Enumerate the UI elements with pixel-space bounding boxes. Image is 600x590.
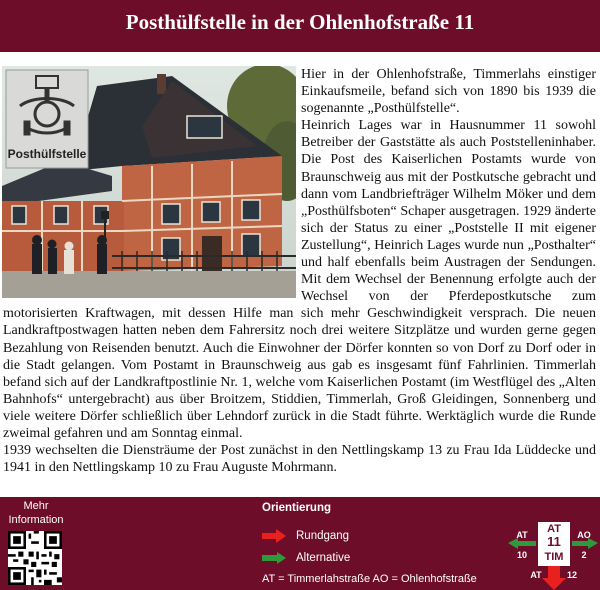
abbreviation-note: AT = Timmerlahstraße AO = Ohlenhofstraße [262,573,477,585]
compass-left-label: AT [516,530,528,540]
compass-bottom-label: AT [530,570,542,580]
compass-down-arrow-icon [542,566,566,590]
paragraph-intro: Hier in der Ohlenhofstraße, Timmerlahs einstiger Einkaufsmeile, befand sich von 1890 bis 1939 die sogenannte „Posthülfstelle“. [301,67,596,117]
page-header [0,0,600,52]
paragraph-relocation: 1939 wechselten die Diensträume der Post zunächst in den Nettlingskamp 13 zu Frau Ida Lüddecke und 1941 in den Nettlingskamp 10 zu Frau Auguste Mohrmann. [3,443,596,476]
compass-right-number: 2 [581,550,587,560]
article-body [3,66,596,476]
orientation-title: Orientierung [262,502,332,514]
compass-left-number: 10 [516,550,528,560]
qr-code-icon[interactable] [8,531,62,585]
more-information[interactable]: Mehr Information [8,500,64,526]
post-sign-label: Posthülfstelle [7,147,87,161]
legend-main-route: Rundgang [262,529,349,543]
legend-alternative-route: Alternative [262,552,350,564]
compass-right-label: AO [577,530,591,540]
compass-bottom-number: 12 [566,570,578,580]
paragraph-history: Heinrich Lages war in Hausnummer 11 sowohl Betreiber der Gaststätte als auch Poststelleninhaber. Die Post des Kaiserlichen Postamts wurde von Braunschweig aus mit der Postkutsche gebracht und dann vom Landbriefträger Wilhelm Möker und dem „Posthülfsboten“ Schaper ausgetragen. 1929 änderte sich der Status zu einer „Poststelle II mit eigener Zustellung“, Heinrich Lages wurde nun „Posthalter“ und half ebenfalls beim Austragen der Sendungen. Mit dem Wechsel der Benennung erfolgte auch der Wechsel von der Pferdepostkutsche zum motorisierten Kraftwagen, mit dessen Hilfe man sich mehr Geschwindigkeit versprach. Die neuen Landkraftpostwagen hatten neben dem Fahrersitz noch drei weitere Sitzplätze und wurden gerne gegen Bezahlung von Reisenden benutzt. Auch die Einwohner der Dörfer konnten so von Dorf zu Dorf oder in die Stadt gelangen. Vom Postamt in Braunschweig aus gab es insgesamt fünf Fahrlinien. Timmerlah befand sich auf der Landkraftpostlinie Nr. 1, welche vom Kaiserlichen Postamt (im Westflügel des „Alten Bahnhofs“ untergebracht) aus über Broitzem, Stiddien, Timmerlah, Groß Gleidingen, Sonnenberg und viele weitere Dörfer schließlich über Lehndorf zurück in die Stadt führte. Werktäglich wurde die Runde zweimal gefahren und am Sonntag einmal. [3,118,596,441]
compass-station-number: 11 [547,534,561,549]
compass-station-name: TIM [544,551,564,563]
page-title: Posthülfstelle in der Ohlenhofstraße 11 [125,10,475,34]
green-arrow-icon [262,552,286,564]
red-arrow-icon [262,529,286,543]
compass-top-label: AT [547,523,561,535]
route-compass [506,522,600,590]
